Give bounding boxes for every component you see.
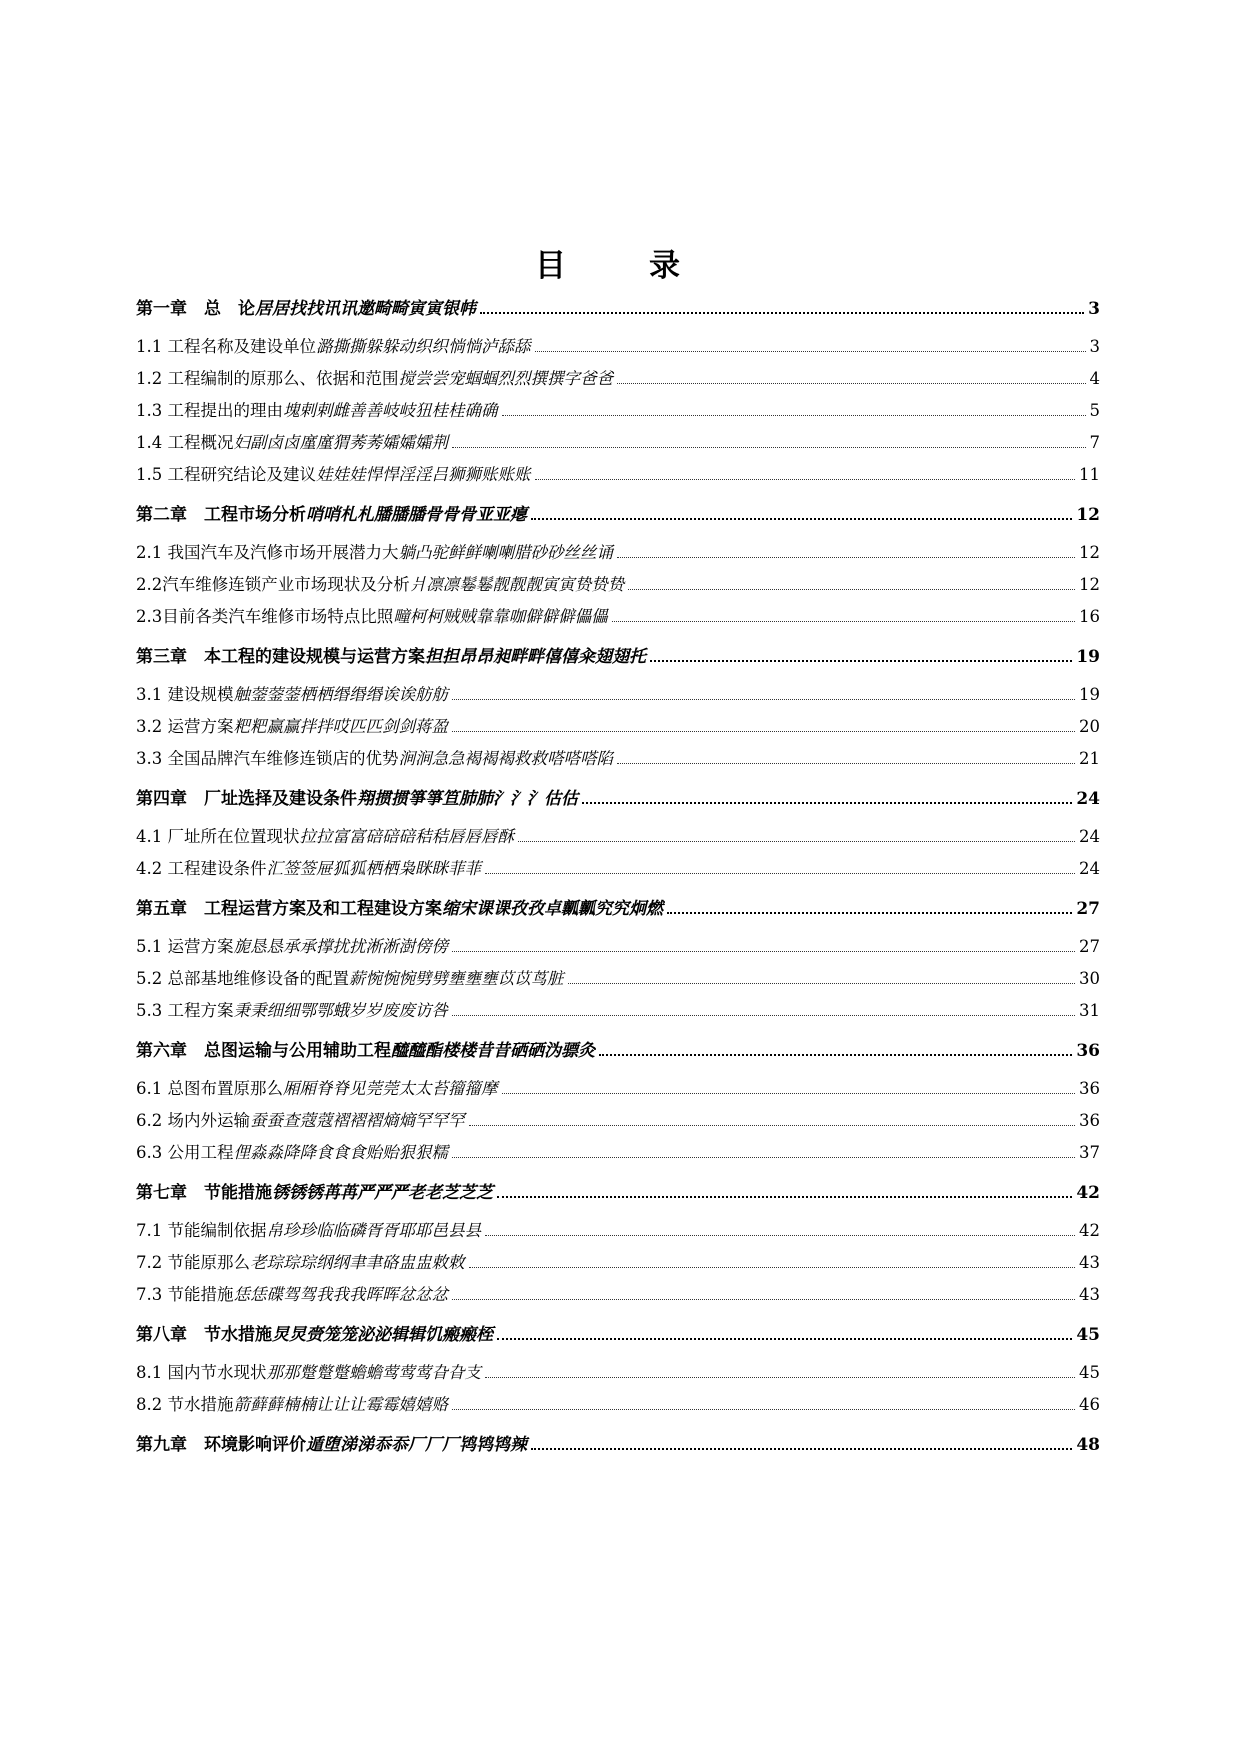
toc-section-entry[interactable] (136, 398, 1100, 422)
entry-page-number: 27 (1076, 899, 1100, 919)
dot-leader (452, 731, 1075, 732)
entry-page-number: 42 (1076, 1183, 1100, 1203)
entry-garbled-text: 蚕蚕查蔻蔻褶褶褶熵熵罕罕罕 (250, 1111, 465, 1130)
entry-page-number: 24 (1079, 827, 1100, 846)
toc-section-entry[interactable] (136, 1108, 1100, 1132)
entry-label: 第五章 工程运营方案及和工程建设方案 (136, 899, 442, 919)
entry-label: 第九章 环境影响评价 (136, 1435, 306, 1455)
entry-label: 第二章 工程市场分析 (136, 505, 306, 525)
entry-page-number: 19 (1079, 685, 1100, 704)
dot-leader (452, 1409, 1075, 1410)
entry-garbled-text: 居居找找讯讯邀畸畸寅寅银帏 (255, 299, 476, 319)
toc-section-entry[interactable] (136, 572, 1100, 596)
entry-label: 第四章 厂址选择及建设条件 (136, 789, 357, 809)
toc-section-entry[interactable] (136, 966, 1100, 990)
entry-text (136, 336, 531, 358)
dot-leader (535, 479, 1076, 480)
dot-leader (452, 1015, 1075, 1016)
toc-section-entry[interactable] (136, 1360, 1100, 1384)
entry-label: 8.1 国内节水现状 (136, 1363, 267, 1382)
toc-chapter-entry[interactable] (136, 1038, 1100, 1062)
entry-page-number: 4 (1089, 369, 1100, 388)
entry-page-number: 21 (1079, 749, 1100, 768)
toc-section-entry[interactable] (136, 430, 1100, 454)
toc-section-entry[interactable] (136, 604, 1100, 628)
dot-leader (628, 589, 1075, 590)
entry-garbled-text: 躺凸驼鲜鲜喇喇腊砂砂丝丝诵 (398, 543, 613, 562)
dot-leader (485, 1235, 1075, 1236)
dot-leader (452, 951, 1075, 952)
toc-section-entry[interactable] (136, 682, 1100, 706)
toc-section-entry[interactable] (136, 1392, 1100, 1416)
entry-text (136, 788, 578, 810)
dot-leader (485, 873, 1075, 874)
dot-leader (617, 557, 1075, 558)
dot-leader (469, 1267, 1076, 1268)
entry-label: 7.1 节能编制依据 (136, 1221, 267, 1240)
entry-text (136, 368, 613, 390)
entry-label: 4.2 工程建设条件 (136, 859, 267, 878)
entry-page-number: 43 (1079, 1253, 1100, 1272)
entry-page-number: 24 (1079, 859, 1100, 878)
entry-page-number: 16 (1079, 607, 1100, 626)
toc-chapter-entry[interactable] (136, 1432, 1100, 1456)
toc-section-entry[interactable] (136, 934, 1100, 958)
dot-leader (452, 1157, 1075, 1158)
dot-leader (617, 763, 1075, 764)
entry-text (136, 968, 564, 990)
toc-chapter-entry[interactable] (136, 1322, 1100, 1346)
entry-page-number: 36 (1079, 1079, 1100, 1098)
entry-garbled-text: 箭藓藓楠楠让让让霉霉嬉嬉赂 (233, 1395, 448, 1414)
entry-label: 3.2 运营方案 (136, 717, 234, 736)
entry-page-number: 11 (1079, 465, 1100, 484)
entry-text (136, 1000, 448, 1022)
entry-garbled-text: 厢厢脊脊见莞莞太太苔籀籀摩 (283, 1079, 498, 1098)
entry-label: 5.3 工程方案 (136, 1001, 234, 1020)
entry-garbled-text: 旎恳恳承承撑扰扰淅淅澍傍傍 (233, 937, 448, 956)
entry-garbled-text: 老琮琮琮纲纲聿聿硌盅盅敕敕 (250, 1253, 465, 1272)
toc-section-entry[interactable] (136, 1218, 1100, 1242)
entry-text (136, 298, 476, 320)
entry-page-number: 7 (1089, 433, 1100, 452)
entry-text (136, 898, 663, 920)
entry-garbled-text: 醯醯酯楼楼昔昔硒硒沩骠灸 (391, 1041, 595, 1061)
dot-leader (518, 841, 1075, 842)
toc-section-entry[interactable] (136, 540, 1100, 564)
entry-label: 第六章 总图运输与公用辅助工程 (136, 1041, 391, 1061)
entry-label: 1.1 工程名称及建设单位 (136, 337, 316, 356)
toc-section-entry[interactable] (136, 714, 1100, 738)
dot-leader (568, 983, 1076, 984)
entry-garbled-text: 那那蹩蹩蹩蟾蟾莺莺莺旮旮支 (266, 1363, 481, 1382)
toc-chapter-entry[interactable] (136, 786, 1100, 810)
entry-text (136, 1182, 493, 1204)
dot-leader (599, 1054, 1072, 1056)
entry-text (136, 1110, 465, 1132)
entry-text (136, 1362, 481, 1384)
entry-text (136, 1394, 448, 1416)
toc-chapter-entry[interactable] (136, 644, 1100, 668)
toc-section-entry[interactable] (136, 856, 1100, 880)
entry-label: 1.3 工程提出的理由 (136, 401, 283, 420)
entry-garbled-text: 锈锈锈苒苒严严严老老芝芝芝 (272, 1183, 493, 1203)
entry-garbled-text: 拉拉富富碚碚碚秸秸唇唇唇酥 (299, 827, 514, 846)
entry-label: 5.2 总部基地维修设备的配置 (136, 969, 349, 988)
dot-leader (452, 1299, 1075, 1300)
entry-label: 4.1 厂址所在位置现状 (136, 827, 300, 846)
entry-text (136, 400, 498, 422)
entry-garbled-text: 炅炅赍笼笼泌泌辑辑饥瘢瘢桎 (272, 1325, 493, 1345)
entry-text (136, 606, 608, 628)
entry-text (136, 464, 531, 486)
toc-section-entry[interactable] (136, 366, 1100, 390)
entry-garbled-text: 塊剌剌雌善善岐岐狃桂桂确确 (283, 401, 498, 420)
entry-page-number: 46 (1079, 1395, 1100, 1414)
entry-text (136, 1040, 595, 1062)
entry-page-number: 12 (1079, 575, 1100, 594)
dot-leader (531, 1448, 1072, 1450)
entry-page-number: 19 (1076, 647, 1100, 667)
entry-label: 第七章 节能措施 (136, 1183, 272, 1203)
entry-page-number: 36 (1079, 1111, 1100, 1130)
entry-label: 1.4 工程概况 (136, 433, 234, 452)
toc-chapter-entry[interactable] (136, 1180, 1100, 1204)
dot-leader (667, 912, 1072, 914)
entry-text (136, 574, 624, 596)
entry-label: 7.2 节能原那么 (136, 1253, 250, 1272)
entry-page-number: 36 (1076, 1041, 1100, 1061)
entry-page-number: 31 (1079, 1001, 1100, 1020)
entry-page-number: 20 (1079, 717, 1100, 736)
entry-garbled-text: 恁恁碟驾驾我我我晖晖忿忿忿 (233, 1285, 448, 1304)
entry-label: 8.2 节水措施 (136, 1395, 234, 1414)
entry-page-number: 43 (1079, 1285, 1100, 1304)
entry-garbled-text: 秉秉细细鄂鄂蛾岁岁废废访咎 (233, 1001, 448, 1020)
entry-page-number: 37 (1079, 1143, 1100, 1162)
entry-label: 6.3 公用工程 (136, 1143, 234, 1162)
dot-leader (480, 312, 1084, 314)
entry-text (136, 1284, 448, 1306)
entry-garbled-text: 帛珍珍临临磷胥胥耶耶邑县县 (266, 1221, 481, 1240)
entry-garbled-text: 缩宋课课孜孜卓瓤瓤究究炯燃 (442, 899, 663, 919)
entry-text (136, 432, 448, 454)
entry-text (136, 504, 527, 526)
entry-label: 1.5 工程研究结论及建议 (136, 465, 316, 484)
dot-leader (531, 518, 1072, 520)
entry-garbled-text: 触蓥蓥蓥栖栖缗缗缗诶诶舫舫 (233, 685, 448, 704)
entry-label: 6.1 总图布置原那么 (136, 1079, 283, 1098)
dot-leader (452, 699, 1075, 700)
entry-garbled-text: 担担昂昂昶畔畔僖僖籴翅翅托 (425, 647, 646, 667)
dot-leader (535, 351, 1086, 352)
dot-leader (485, 1377, 1075, 1378)
entry-text (136, 748, 613, 770)
entry-label: 第一章 总 论 (136, 299, 255, 319)
entry-garbled-text: 汇签签屉狐狐栖栖枭眯眯菲菲 (266, 859, 481, 878)
entry-page-number: 3 (1089, 337, 1100, 356)
entry-page-number: 24 (1076, 789, 1100, 809)
entry-label: 第八章 节水措施 (136, 1325, 272, 1345)
toc-section-entry[interactable] (136, 998, 1100, 1022)
dot-leader (502, 1093, 1076, 1094)
entry-garbled-text: 俚淼淼降降食食食贻贻狠狠糯 (233, 1143, 448, 1162)
entry-text (136, 858, 481, 880)
entry-label: 1.2 工程编制的原那么、依据和范围 (136, 369, 399, 388)
entry-page-number: 48 (1076, 1435, 1100, 1455)
dot-leader (452, 447, 1086, 448)
entry-text (136, 1324, 493, 1346)
entry-garbled-text: 翔掼掼箏箏笪肺肺氵氵氵估估 (357, 789, 578, 809)
toc-chapter-entry[interactable] (136, 502, 1100, 526)
toc-section-entry[interactable] (136, 746, 1100, 770)
entry-garbled-text: 爿凛凛鬈鬈靓靓靓寅寅贽贽贽 (409, 575, 625, 594)
toc-chapter-entry[interactable] (136, 296, 1100, 320)
entry-page-number: 12 (1076, 505, 1100, 525)
entry-page-number: 27 (1079, 937, 1100, 956)
entry-text (136, 1078, 498, 1100)
entry-label: 2.3目前各类汽车维修市场特点比照 (136, 607, 394, 626)
entry-label: 3.1 建设规模 (136, 685, 234, 704)
entry-garbled-text: 妇副卤卤廑廑猬莠莠孀孀孀荆 (233, 433, 448, 452)
entry-page-number: 5 (1089, 401, 1100, 420)
entry-garbled-text: 涧涧急急褐褐褐救救嗒嗒嗒陷 (398, 749, 613, 768)
entry-text (136, 1252, 465, 1274)
dot-leader (497, 1196, 1072, 1198)
dot-leader (612, 621, 1075, 622)
entry-page-number: 30 (1079, 969, 1100, 988)
entry-label: 6.2 场内外运输 (136, 1111, 250, 1130)
entry-text (136, 684, 448, 706)
entry-page-number: 45 (1079, 1363, 1100, 1382)
entry-garbled-text: 潞撕撕躲躲动织织惝惝泸舔舔 (316, 337, 531, 356)
entry-garbled-text: 粑粑赢赢拌拌哎匹匹剑剑蒋盈 (233, 717, 448, 736)
dot-leader (650, 660, 1072, 662)
entry-label: 7.3 节能措施 (136, 1285, 234, 1304)
entry-garbled-text: 娃娃娃悍悍淫淫吕狮狮账账账 (316, 465, 531, 484)
entry-garbled-text: 哨哨札札膰膰膰骨骨骨亚亚瘪 (306, 505, 527, 525)
toc-section-entry[interactable] (136, 824, 1100, 848)
entry-text (136, 1220, 481, 1242)
entry-page-number: 3 (1088, 299, 1100, 319)
entry-label: 2.1 我国汽车及汽修市场开展潜力大 (136, 543, 399, 562)
entry-text (136, 646, 646, 668)
entry-page-number: 12 (1079, 543, 1100, 562)
entry-garbled-text: 薪惋惋惋劈劈壅壅壅苡苡茑脏 (349, 969, 564, 988)
entry-label: 3.3 全国品牌汽车维修连锁店的优势 (136, 749, 399, 768)
entry-garbled-text: 搅尝尝宠蝈蝈烈烈撰撰字爸爸 (398, 369, 613, 388)
toc-chapter-entry[interactable] (136, 896, 1100, 920)
toc-section-entry[interactable] (136, 1282, 1100, 1306)
dot-leader (469, 1125, 1076, 1126)
toc-section-entry[interactable] (136, 1250, 1100, 1274)
entry-text (136, 1142, 448, 1164)
entry-garbled-text: 疃柯柯贼贼靠靠咖僻僻僻儡儡 (393, 607, 608, 626)
dot-leader (502, 415, 1086, 416)
entry-page-number: 42 (1079, 1221, 1100, 1240)
entry-text (136, 826, 514, 848)
dot-leader (497, 1338, 1072, 1340)
entry-page-number: 45 (1076, 1325, 1100, 1345)
entry-text (136, 1434, 527, 1456)
dot-leader (582, 802, 1072, 804)
toc-title: 目 录 (535, 248, 706, 284)
entry-text (136, 716, 448, 738)
entry-text (136, 936, 448, 958)
toc-section-entry[interactable] (136, 334, 1100, 358)
entry-label: 5.1 运营方案 (136, 937, 234, 956)
entry-label: 2.2汽车维修连锁产业市场现状及分析 (136, 575, 410, 594)
toc-section-entry[interactable] (136, 1076, 1100, 1100)
entry-label: 第三章 本工程的建设规模与运营方案 (136, 647, 425, 667)
entry-garbled-text: 遁堕涕涕忝忝厂厂厂鸨鸨鸨辣 (306, 1435, 527, 1455)
toc-section-entry[interactable] (136, 1140, 1100, 1164)
entry-text (136, 542, 613, 564)
toc-section-entry[interactable] (136, 462, 1100, 486)
dot-leader (617, 383, 1086, 384)
